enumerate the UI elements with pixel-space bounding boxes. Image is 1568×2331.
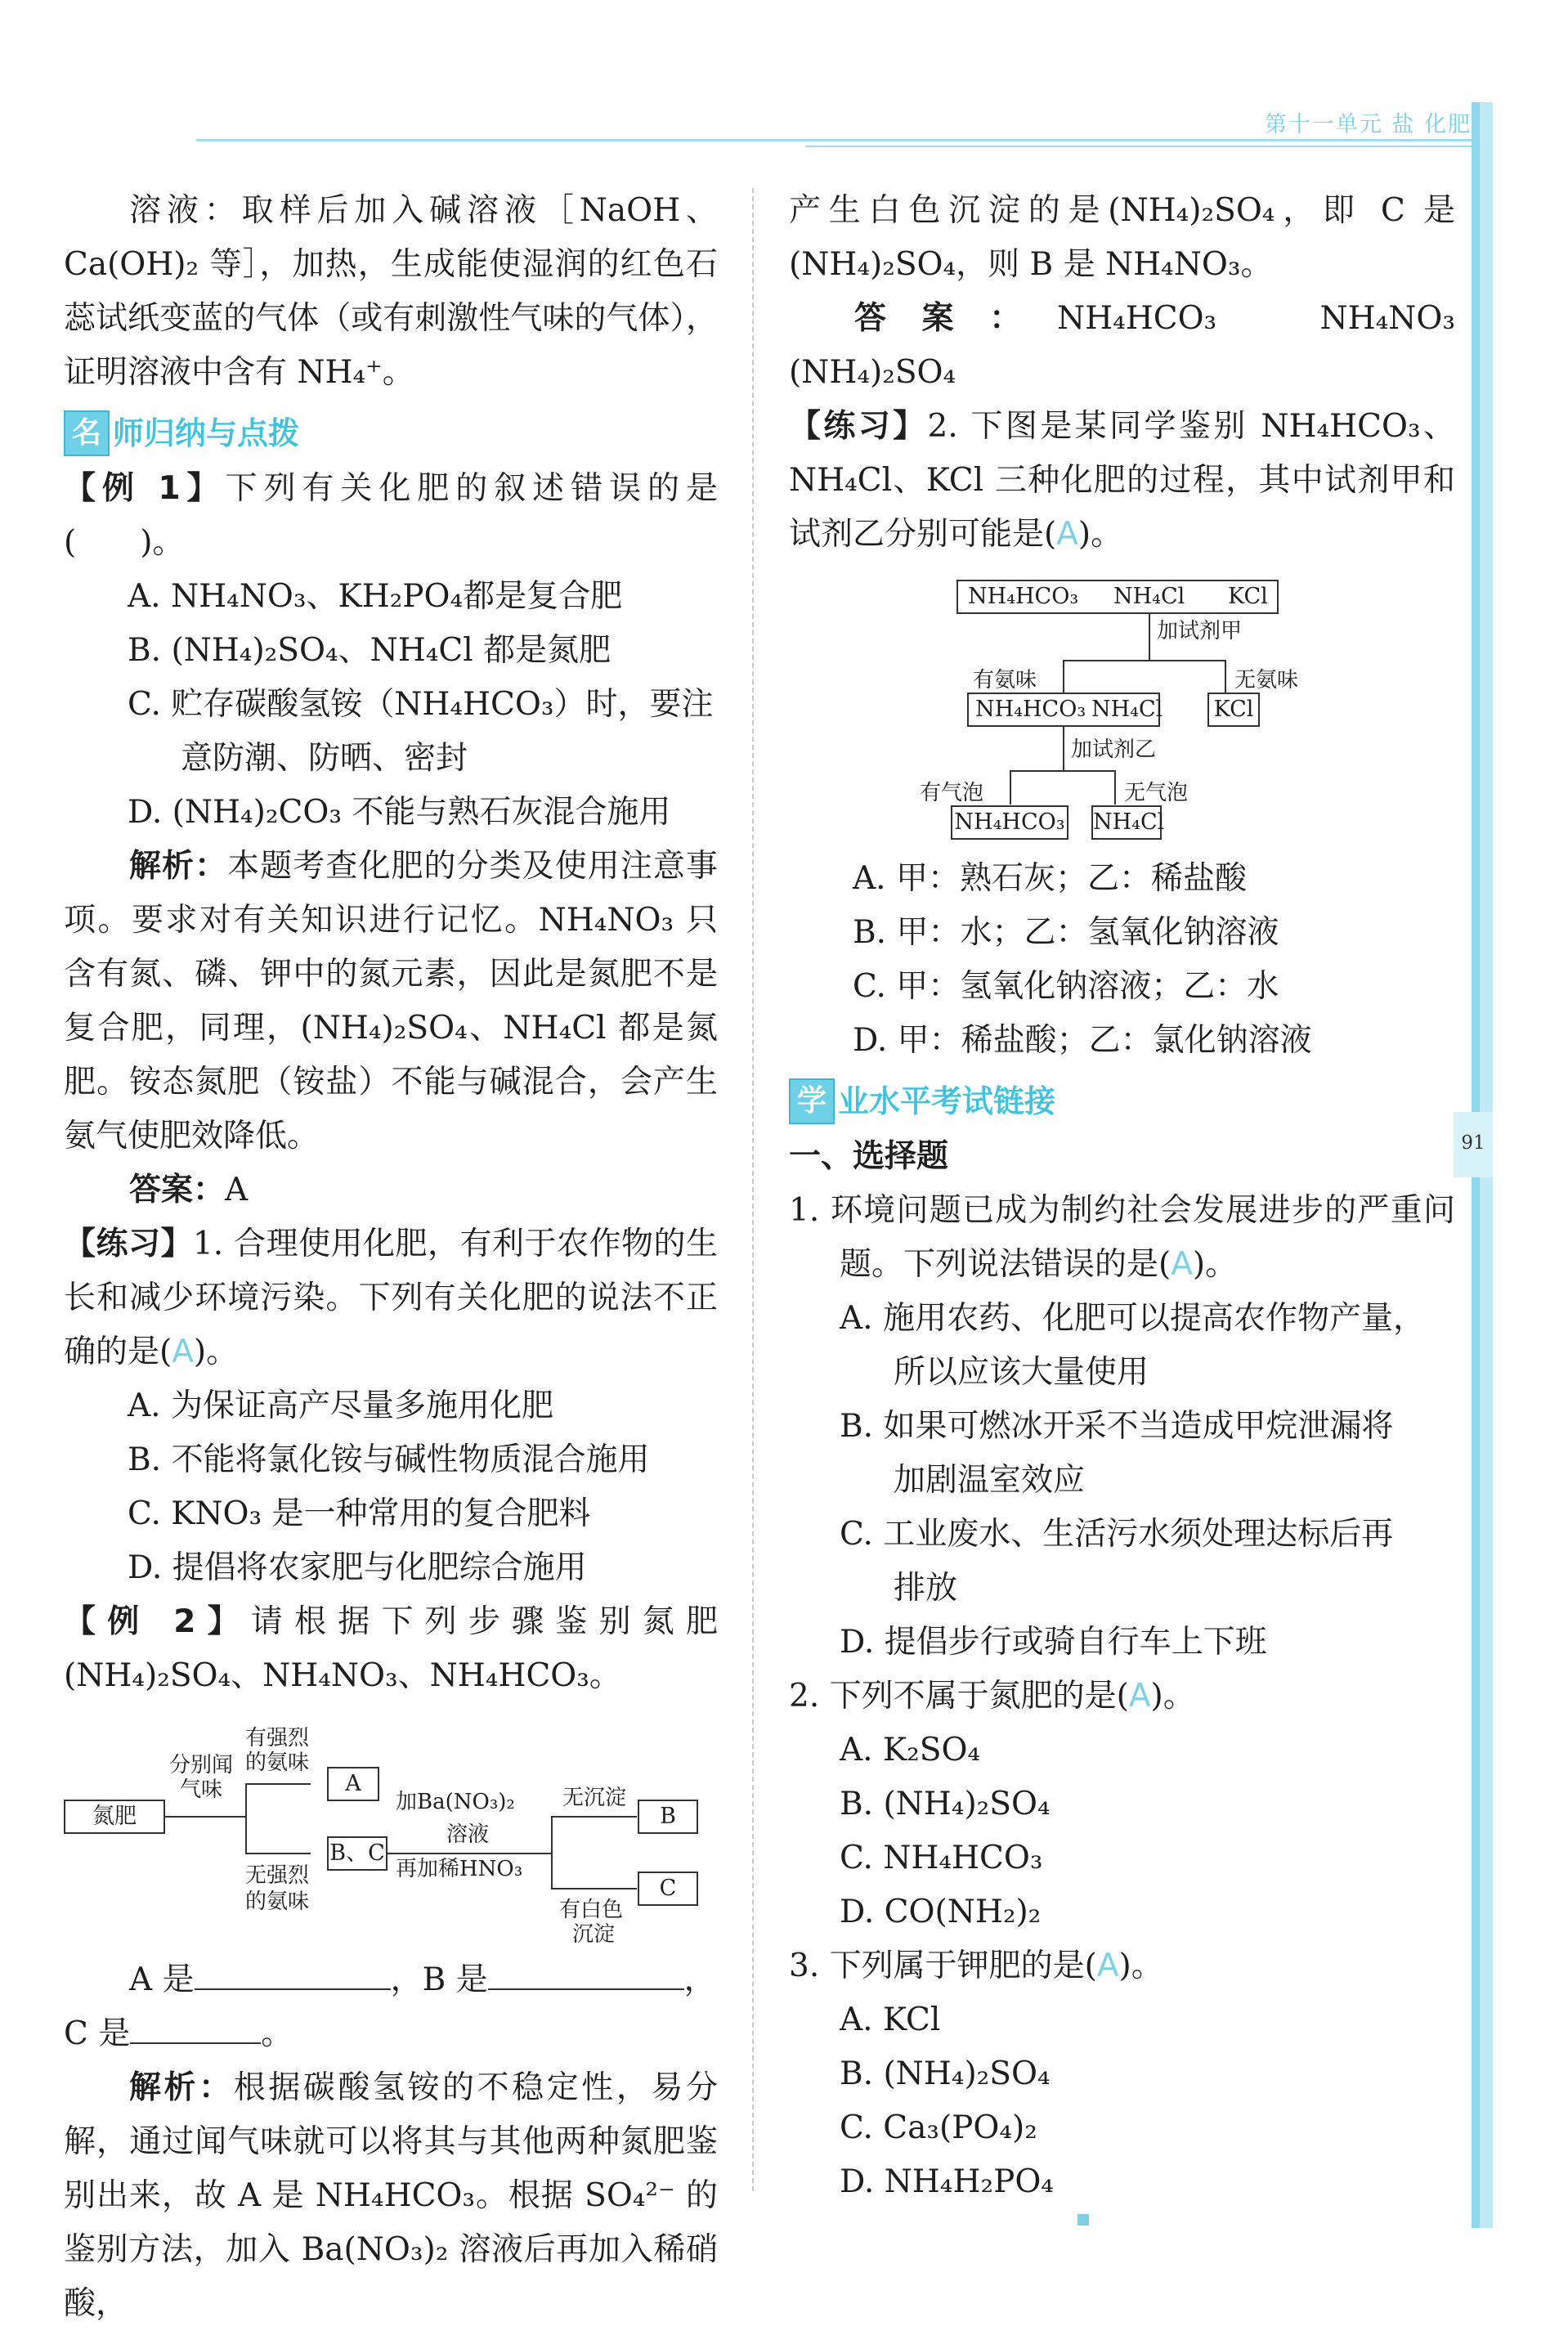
- option: B. 如果可燃冰开采不当造成甲烷泄漏将: [840, 1408, 1394, 1445]
- question-2: [789, 1670, 1455, 1724]
- header-rule-secondary: [805, 146, 1472, 147]
- diagram-label-has-ammonia: 有氨味: [973, 668, 1037, 693]
- fill-in-line-1: A 是 ，B 是 ，: [64, 1953, 718, 2007]
- diagram-reagent-1: 加Ba(NO₃)₂: [396, 1790, 515, 1814]
- question-close: )。: [1150, 1678, 1195, 1715]
- column-divider: [752, 188, 754, 2191]
- diagram-line: [164, 1816, 245, 1818]
- question-close: )。: [193, 1334, 239, 1370]
- option: D. (NH₄)₂CO₃ 不能与熟石灰混合施用: [128, 794, 671, 831]
- option: A. KCl: [840, 2002, 941, 2038]
- analysis-label: 解析：: [129, 2069, 234, 2106]
- diagram-line: [245, 1783, 247, 1853]
- diagram-box-start: 氮肥: [64, 1800, 165, 1834]
- analysis-label: 解析：: [129, 848, 228, 885]
- diagram-box-mid: [967, 693, 1163, 727]
- question-3: [789, 1939, 1455, 1993]
- analysis-text: 根据碳酸氢铵的不稳定性，易分解，通过闻气味就可以将其与其他两种氮肥鉴别出来，故 A 是 NH₄HCO₃。根据 SO₄²⁻ 的鉴别方法，加入 Ba(NO₃)₂ 溶液后再加入稀硝酸，: [64, 2069, 718, 2322]
- option: D. 提倡将农家肥与化肥综合施用: [128, 1549, 587, 1586]
- section-badge: 名: [64, 410, 110, 456]
- diagram-label-has-gas: 有气泡: [920, 781, 984, 805]
- page-number: 91: [1461, 1132, 1485, 1154]
- example-2-answer: [789, 292, 1487, 400]
- diagram-arrow: [1225, 660, 1226, 693]
- fill-label-b: ，B 是: [390, 1961, 488, 1998]
- analysis-continued: 产生白色沉淀的是(NH₄)₂SO₄，即 C 是(NH₄)₂SO₄，则 B 是 NH₄NO₃。: [789, 192, 1455, 283]
- diagram-box-top: [956, 580, 1279, 614]
- example-1-answer: [64, 1163, 718, 1217]
- running-header: 第十一单元 盐 化肥: [1264, 112, 1472, 137]
- handwritten-answer: A: [172, 1334, 194, 1370]
- option: A. 施用农药、化肥可以提高农作物产量，: [840, 1300, 1425, 1337]
- diagram-box-bottom-1: NH₄HCO₃: [951, 805, 1068, 840]
- section-heading-summary: [64, 405, 718, 462]
- question-close: )。: [1192, 1246, 1238, 1283]
- nitrogen-fertilizer-flow-diagram: [64, 1708, 718, 1953]
- step1-text: 分别闻气味: [168, 1753, 233, 1802]
- option: C. Ca₃(PO₄)₂: [840, 2109, 1037, 2146]
- practice-2-stem: [789, 400, 1455, 562]
- blank-c[interactable]: [130, 2010, 261, 2044]
- example-2-stem: [64, 1595, 718, 1703]
- option: A. 甲：熟石灰；乙：稀盐酸: [853, 860, 1247, 897]
- practice-1-stem: [64, 1217, 718, 1379]
- option: B. (NH₄)₂SO₄、NH₄Cl 都是氮肥: [128, 632, 612, 669]
- example-1-analysis: [64, 840, 718, 1163]
- answer-value: NH₄HCO₃ NH₄NO₃ (NH₄)₂SO₄: [789, 300, 1487, 391]
- diagram-box-c: C: [638, 1872, 698, 1906]
- section-badge: 学: [789, 1078, 835, 1124]
- mid-item-1: NH₄HCO₃: [975, 697, 1086, 722]
- diagram-reagent-a: 加试剂甲: [1157, 619, 1243, 643]
- example-label: 【例 1】: [64, 470, 226, 507]
- answer-label: 答案：: [854, 300, 1057, 337]
- answer-value: A: [225, 1172, 249, 1208]
- diagram-label-no-precipitate: 无沉淀: [562, 1786, 627, 1810]
- option-continued: 意防潮、防晒、密封: [181, 740, 468, 777]
- diagram-label-weak-2: 的氨味: [245, 1889, 310, 1914]
- section-title: 师归纳与点拨: [113, 415, 300, 451]
- question-close: )。: [1118, 1948, 1163, 1984]
- section-heading-exam: [789, 1073, 1455, 1130]
- option: D. CO(NH₂)₂: [840, 1894, 1042, 1930]
- option-continued: 加剧温室效应: [894, 1462, 1086, 1499]
- example-label: 【例 2】: [64, 1603, 251, 1640]
- left-column: [64, 184, 718, 2331]
- diagram-line: [245, 1853, 311, 1854]
- practice-question: 1. 合理使用化肥，有利于农作物的生长和减少环境污染。下列有关化肥的说法不正确的是(: [64, 1226, 718, 1370]
- example-question: 请根据下列步骤鉴别氮肥(NH₄)₂SO₄、NH₄NO₃、NH₄HCO₃。: [64, 1603, 718, 1694]
- part-title: 一、选择题: [789, 1138, 949, 1175]
- option: C. 甲：氢氧化钠溶液；乙：水: [853, 968, 1279, 1005]
- diagram-line: [551, 1888, 637, 1889]
- question-text: 2. 下列不属于氮肥的是(: [789, 1678, 1129, 1715]
- diagram-label: [162, 1753, 240, 1802]
- top-item-3: KCl: [1228, 584, 1268, 609]
- option: D. 甲：稀盐酸；乙：氯化钠溶液: [853, 1022, 1312, 1059]
- diagram-reagent-b: 加试剂乙: [1071, 737, 1157, 762]
- option: B. 甲：水；乙：氢氧化钠溶液: [853, 914, 1279, 951]
- diagram-arrow: [1010, 770, 1011, 805]
- top-item-1: NH₄HCO₃: [968, 584, 1079, 609]
- option: B. 不能将氯化铵与碱性物质混合施用: [128, 1441, 650, 1478]
- diagram-box-b: B: [638, 1800, 698, 1834]
- handwritten-answer: A: [1128, 1678, 1151, 1715]
- fill-label-c: C 是: [64, 2015, 131, 2052]
- handwritten-answer: A: [1056, 516, 1078, 553]
- top-item-2: NH₄Cl: [1113, 584, 1185, 609]
- option: D. 提倡步行或骑自行车上下班: [840, 1624, 1267, 1661]
- option: C. 工业废水、生活污水须处理达标后再: [840, 1516, 1394, 1553]
- option: C. KNO₃ 是一种常用的复合肥料: [128, 1495, 591, 1532]
- diagram-label-no-ammonia: 无氨味: [1234, 668, 1299, 693]
- header-rule: [196, 139, 1472, 141]
- question-text: 1. 环境问题已成为制约社会发展进步的严重问题。下列说法错误的是(: [789, 1192, 1455, 1283]
- practice-label: 【练习】: [789, 408, 928, 445]
- analysis-text: 本题考查化肥的分类及使用注意事项。要求对有关知识进行记忆。NH₄NO₃ 只含有氮、磷、钾中的氮元素，因此是氮肥不是复合肥，同理，(NH₄)₂SO₄、NH₄Cl 都是氮肥。铵态氮肥（铵盐）不能与碱混合，会产生氨气使肥效降低。: [64, 848, 718, 1154]
- fertilizer-identification-diagram: [789, 570, 1455, 852]
- diagram-line: [388, 1853, 551, 1854]
- diagram-label-strong: 有强烈的氨味: [245, 1726, 310, 1775]
- option: C. 贮存碳酸氢铵（NH₄HCO₃）时，要注: [128, 686, 714, 723]
- diagram-label-weak-1: 无强烈: [245, 1863, 310, 1888]
- diagram-line: [245, 1783, 311, 1785]
- diagram-line: [1010, 770, 1116, 772]
- option-continued: 排放: [894, 1570, 958, 1607]
- diagram-line: [1063, 725, 1064, 770]
- handwritten-answer: A: [1171, 1246, 1193, 1283]
- diagram-line: [551, 1816, 553, 1889]
- practice-label: 【练习】: [64, 1226, 193, 1262]
- option: C. NH₄HCO₃: [840, 1840, 1043, 1876]
- diagram-arrow: [1063, 660, 1064, 693]
- option: A. NH₄NO₃、KH₂PO₄都是复合肥: [128, 578, 623, 615]
- question-text: 3. 下列属于钾肥的是(: [789, 1948, 1097, 1984]
- diagram-label-white-1: 有白色: [559, 1898, 624, 1922]
- option-continued: 所以应该大量使用: [894, 1354, 1149, 1391]
- section-title: 业水平考试链接: [838, 1083, 1056, 1119]
- blank-b[interactable]: [488, 1956, 684, 1990]
- diagram-box-kcl: KCl: [1207, 693, 1260, 727]
- option: A. 为保证高产尽量多施用化肥: [128, 1387, 553, 1424]
- diagram-reagent-3: 再加稀HNO₃: [396, 1857, 523, 1881]
- practice-question: 2. 下图是某同学鉴别 NH₄HCO₃、NH₄Cl、KCl 三种化肥的过程，其中试剂甲和试剂乙分别可能是(: [789, 408, 1455, 553]
- intro-paragraph: 溶液：取样后加入碱溶液［NaOH、Ca(OH)₂ 等］，加热，生成能使湿润的红色石蕊试纸变蓝的气体（或有刺激性气味的气体），证明溶液中含有 NH₄⁺。: [64, 192, 718, 391]
- question-1: [789, 1184, 1455, 1292]
- option: B. (NH₄)₂SO₄: [840, 2055, 1051, 2092]
- diagram-reagent-2: 溶液: [446, 1822, 490, 1847]
- mid-item-2: NH₄Cl: [1091, 697, 1163, 722]
- diagram-box-bc: B、C: [327, 1836, 388, 1871]
- diagram-arrow: [1114, 770, 1116, 805]
- example-question: 下列有关化肥的叙述错误的是( )。: [64, 470, 718, 561]
- diagram-line: [551, 1816, 637, 1818]
- footer-marker: [1077, 2214, 1089, 2226]
- option: D. NH₄H₂PO₄: [840, 2163, 1054, 2200]
- diagram-line: [1149, 612, 1150, 661]
- diagram-label-white-2: 沉淀: [572, 1922, 616, 1947]
- example-1-stem: [64, 462, 718, 570]
- question-close: )。: [1077, 516, 1123, 553]
- handwritten-answer: A: [1096, 1948, 1119, 1984]
- diagram-label-no-gas: 无气泡: [1124, 781, 1189, 805]
- option: A. K₂SO₄: [840, 1732, 981, 1768]
- fill-label-a: A 是: [129, 1961, 195, 1998]
- option: B. (NH₄)₂SO₄: [840, 1786, 1051, 1822]
- example-2-analysis: [64, 2061, 718, 2331]
- diagram-line: [1063, 660, 1226, 661]
- blank-a[interactable]: [195, 1956, 391, 1990]
- fill-in-line-2: C 是 。: [64, 2007, 718, 2061]
- diagram-box-bottom-2: NH₄Cl: [1091, 805, 1162, 840]
- answer-label: 答案：: [129, 1172, 226, 1208]
- diagram-box-a: A: [327, 1767, 379, 1801]
